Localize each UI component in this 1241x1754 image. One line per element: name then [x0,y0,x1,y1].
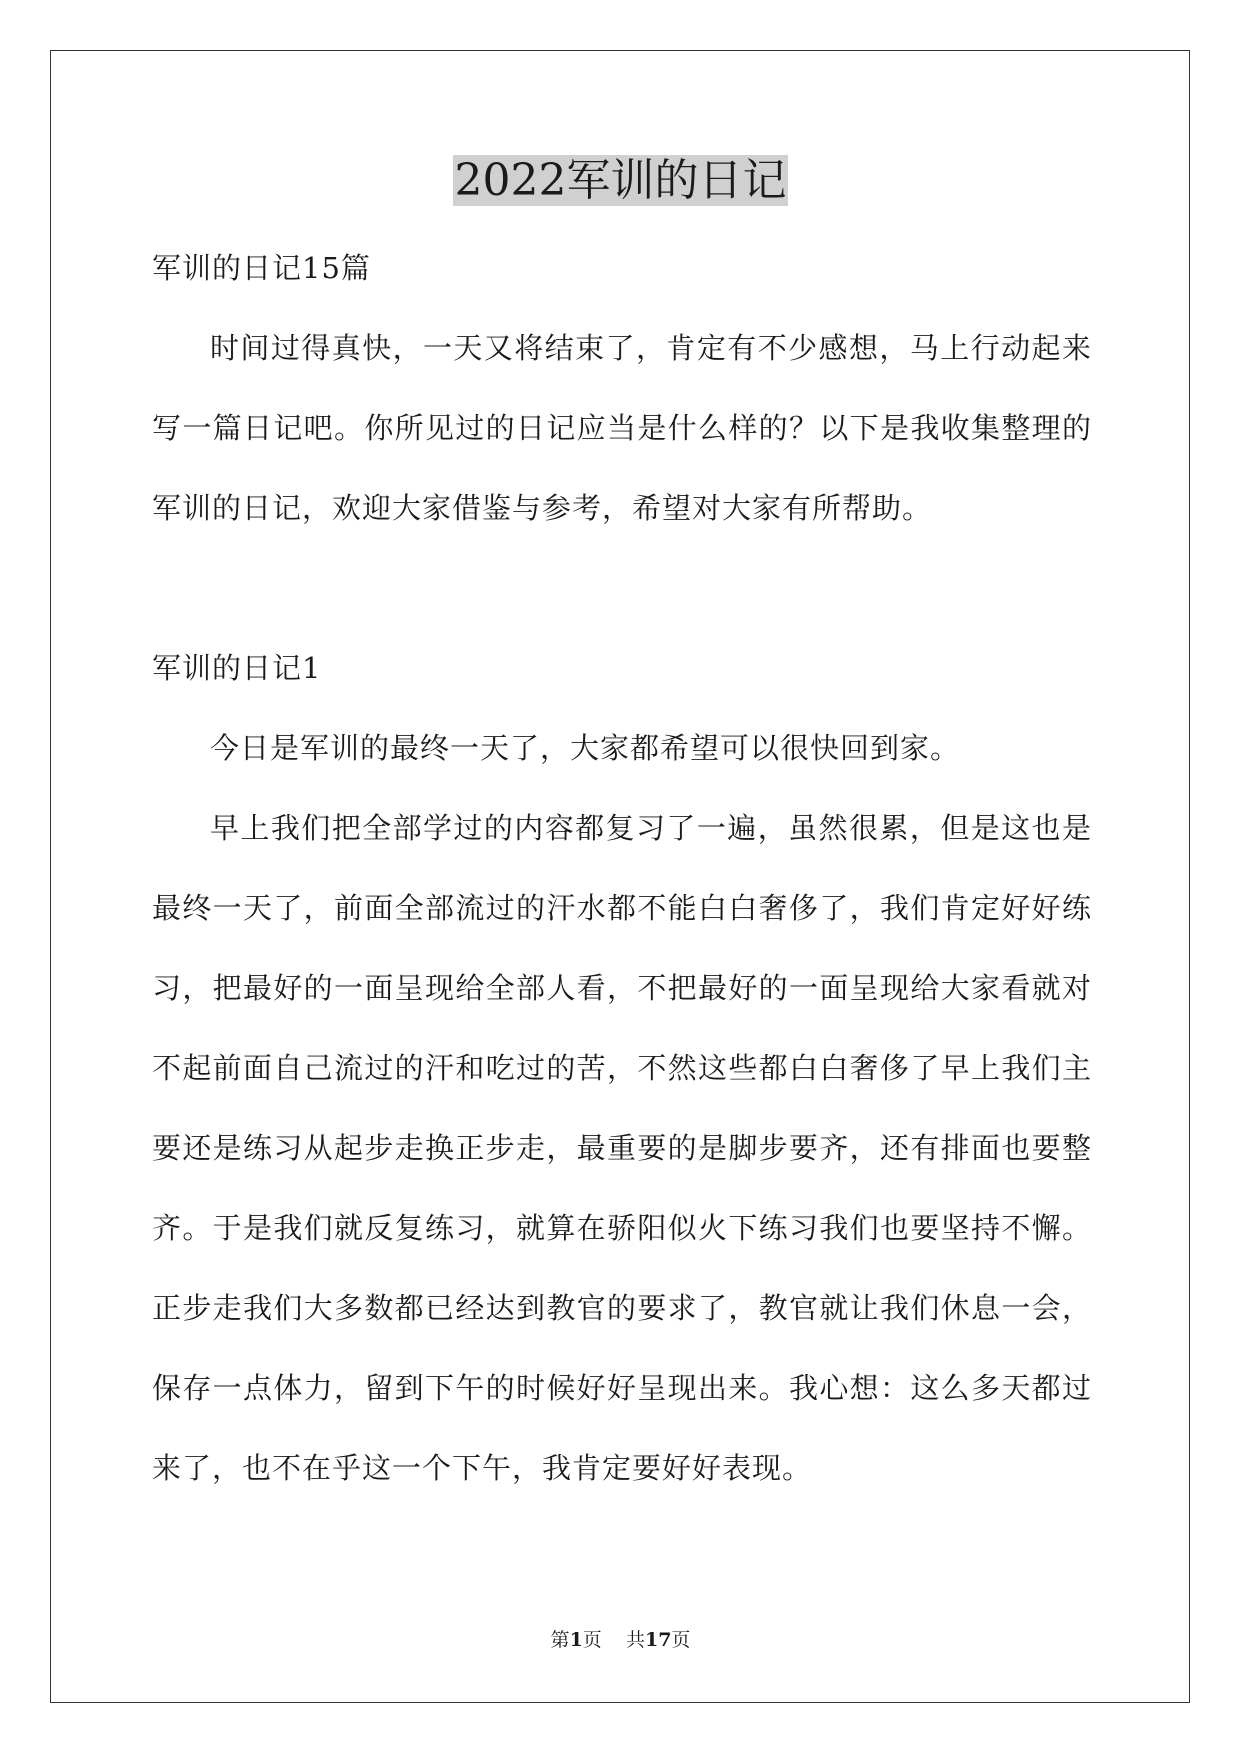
footer-page-mid: 页 共 [582,1629,645,1651]
footer-page-prefix: 第 [550,1629,570,1651]
spacer [152,548,1092,628]
footer-page-suffix: 页 [671,1629,691,1651]
intro-paragraph: 时间过得真快，一天又将结束了，肯定有不少感想，马上行动起来写一篇日记吧。你所见过的日记应当是什么样的？以下是我收集整理的军训的日记，欢迎大家借鉴与参考，希望对大家有所帮助。 [152,331,1092,525]
section-heading: 军训的日记1 [152,651,322,685]
footer-page-current: 1 [569,1629,583,1651]
page-footer [0,1628,1241,1652]
title-highlight: 2022军训的日记 [454,155,787,206]
body-paragraph-2: 早上我们把全部学过的内容都复习了一遍，虽然很累，但是这也是最终一天了，前面全部流过的汗水都不能白白奢侈了，我们肯定好好练习，把最好的一面呈现给全部人看，不把最好的一面呈现给大家看就对不起前面自己流过的汗和吃过的苦，不然这些都白白奢侈了早上我们主要还是练习从起步走换正步走，最重要的是脚步要齐，还有排面也要整齐。于是我们就反复练习，就算在骄阳似火下练习我们也要坚持不懈。正步走我们大多数都已经达到教官的要求了，教官就让我们休息一会，保存一点体力，留到下午的时候好好呈现出来。我心想：这么多天都过来了，也不在乎这一个下午，我肯定要好好表现。 [152,811,1092,1485]
document-body [152,228,1092,1508]
document-title [0,150,1241,212]
subtitle: 军训的日记15篇 [152,251,371,285]
body-paragraph-1: 今日是军训的最终一天了，大家都希望可以很快回到家。 [210,731,961,765]
footer-page-total: 17 [644,1629,672,1651]
